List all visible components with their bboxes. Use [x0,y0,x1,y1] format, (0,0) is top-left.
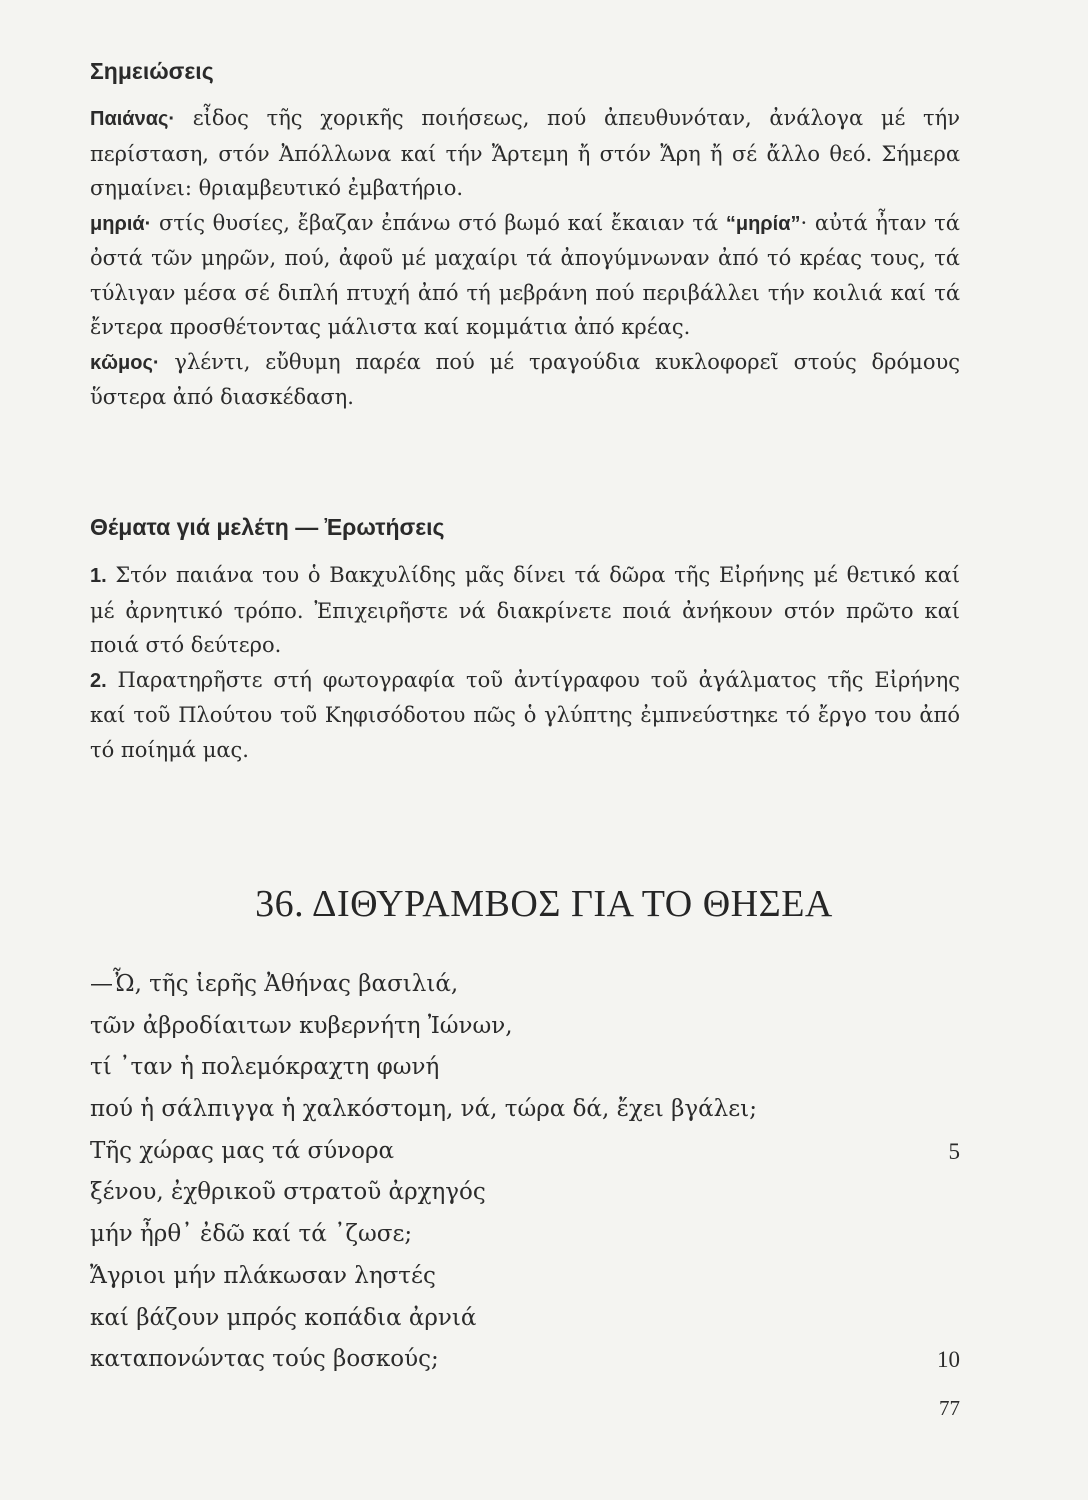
question-number: 1. [90,565,107,587]
note-miria [90,206,960,345]
notes-heading: Σημειώσεις [90,58,214,84]
line-number: 10 [937,1347,960,1373]
verse-text: τί ᾽ταν ἡ πολεμόκραχτη φωνή [90,1054,440,1081]
verse-text: τῶν ἀβροδίαιτων κυβερνήτη Ἰώνων, [90,1012,513,1039]
study-heading: Θέματα γιά μελέτη — Ἐρωτήσεις [90,514,445,540]
verse-line [90,1256,960,1298]
question-number: 2. [90,669,107,692]
verse-line [90,964,960,1006]
note-text: εἶδος τῆς χορικῆς ποιήσεως, πού ἀπευθυνόταν, ἀνάλογα μέ τήν περίσταση, στόν Ἀπόλλωνα καί τήν Ἄρτεμη ἤ στόν Ἄρη ἤ σέ ἄλλο θεό. Σήμερα σημαίνει: θριαμβευτικό ἐμβατήριο. [90,106,960,200]
note-term: κῶμος· [90,351,160,374]
question-text: Παρατηρῆστε στή φωτογραφία τοῦ ἀντίγραφου τοῦ ἀγάλματος τῆς Εἰρήνης καί τοῦ Πλούτου τοῦ Κηφισόδοτου πῶς ὁ γλύπτης ἐμπνεύστηκε τό ἔργο του ἀπό τό ποίημά μας. [90,667,960,762]
note-text: στίς θυσίες, ἔβαζαν ἐπάνω στό βωμό καί ἔκαιαν τά [151,210,726,235]
note-bold-quote: “μηρία” [725,212,801,235]
verse-line [90,1089,960,1131]
note-paianas [90,101,960,206]
verse-line [90,1047,960,1089]
verse-line [90,1298,960,1340]
verse-line [90,1214,960,1256]
verse-text: Τῆς χώρας μας τά σύνορα [90,1137,395,1164]
question-1 [90,558,960,663]
question-text: Στόν παιάνα του ὁ Βακχυλίδης μᾶς δίνει τά δῶρα τῆς Εἰρήνης μέ θετικό καί μέ ἀρνητικό τρόπο. Ἐπιχειρῆστε νά διακρίνετε ποιά ἀνήκουν στόν πρῶτο καί ποιά στό δεύτερο. [90,563,960,657]
question-2 [90,663,960,768]
poem-verses [90,964,960,1381]
verse-text: μήν ἦρθ᾽ ἐδῶ καί τά ᾽ζωσε; [90,1221,413,1248]
verse-line [90,1131,960,1173]
note-text: γλέντι, εὔθυμη παρέα πού μέ τραγούδια κυκλοφορεῖ στούς δρόμους ὕστερα ἀπό διασκέδαση. [90,349,960,409]
verse-line [90,1339,960,1381]
verse-text: ξένου, ἐχθρικοῦ στρατοῦ ἀρχηγός [90,1179,486,1206]
verse-text: καί βάζουν μπρός κοπάδια ἀρνιά [90,1304,477,1331]
verse-text: καταπονώντας τούς βοσκούς; [90,1346,439,1373]
page-number: 77 [939,1396,960,1420]
note-term: μηριά· [90,212,152,235]
study-questions-section [90,514,960,767]
verse-text: πού ἡ σάλπιγγα ἡ χαλκόστομη, νά, τώρα δά, ἔχει βγάλει; [90,1096,757,1123]
verse-text: Ἄγριοι μήν πλάκωσαν ληστές [90,1262,436,1289]
note-komos [90,345,960,415]
note-text: · αὐτά ἦταν τά ὀστά τῶν μηρῶν, πού, ἀφοῦ μέ μαχαίρι τά ἀπογύμνωναν ἀπό τό κρέας τους, τά τύλιγαν μέσα σέ διπλή πτυχή ἀπό τή μεβράνη πού περιβάλλει τήν κοιλιά καί τά ἔντερα προσθέτοντας μάλιστα καί κομμάτια ἀπό κρέας. [90,210,960,339]
verse-line [90,1006,960,1048]
verse-line [90,1172,960,1214]
line-number: 5 [948,1138,960,1164]
poem-title: 36. ΔΙΘΥΡΑΜΒΟΣ ΓΙΑ ΤΟ ΘΗΣΕΑ [255,883,833,925]
notes-section [90,58,960,415]
verse-text: —Ὦ, τῆς ἱερῆς Ἀθήνας βασιλιά, [90,971,459,997]
note-term: Παιάνας· [90,108,176,130]
